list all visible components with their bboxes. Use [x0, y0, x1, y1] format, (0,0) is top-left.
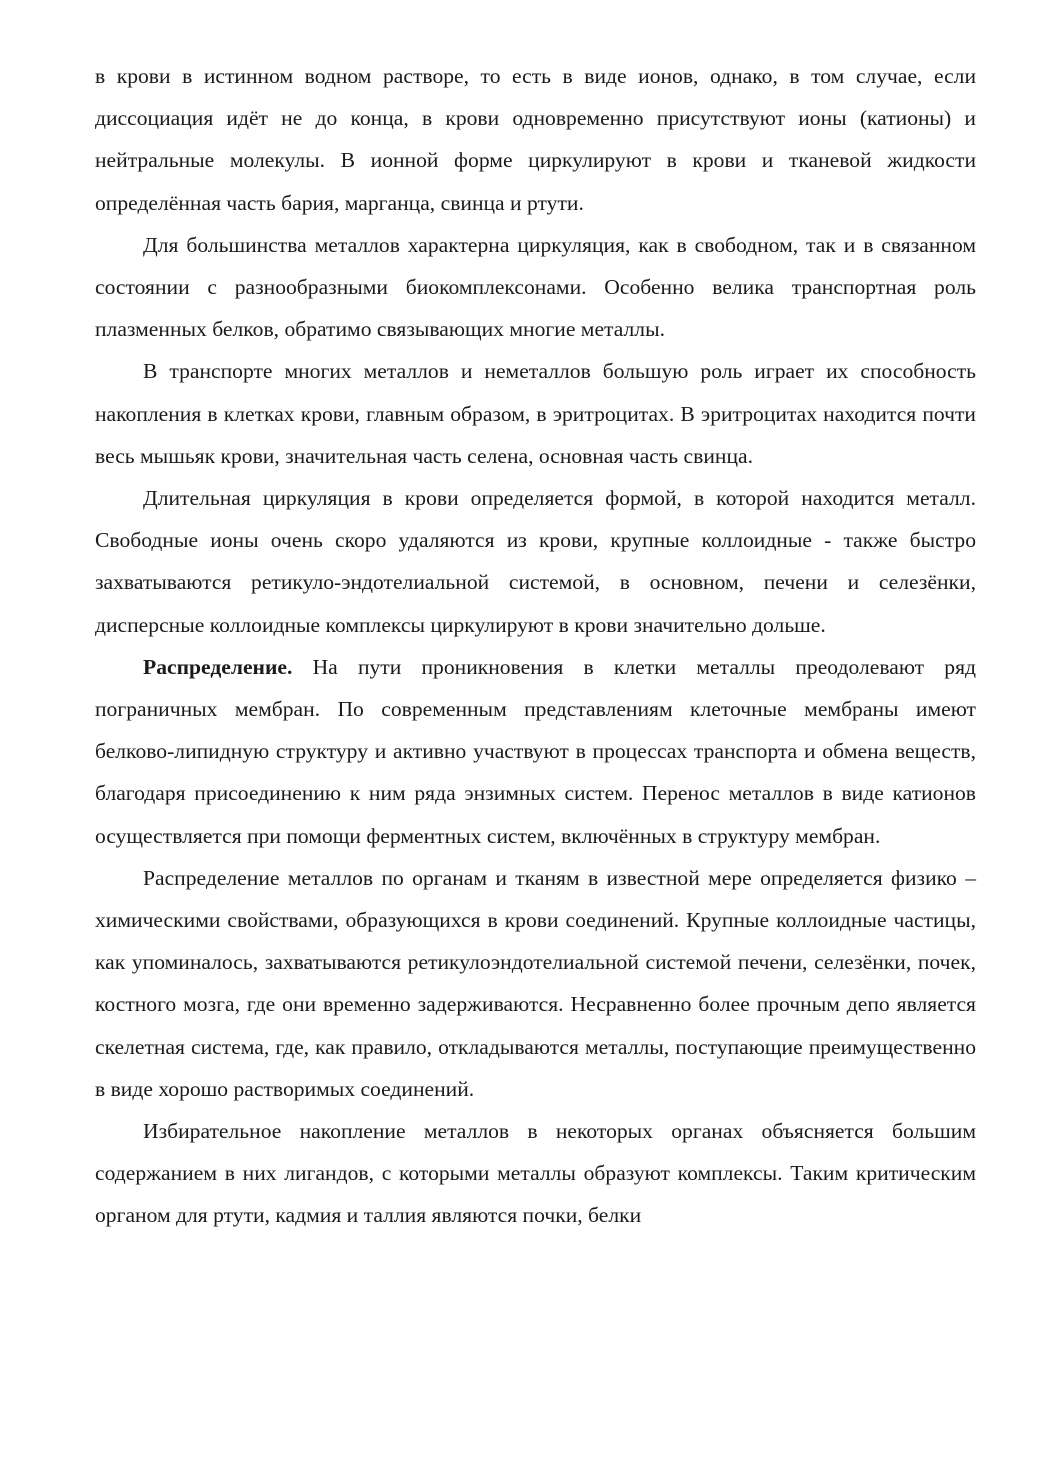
paragraph	[95, 224, 976, 351]
paragraph	[95, 1110, 976, 1237]
section-heading-inline: Распределение.	[143, 654, 293, 679]
paragraph	[95, 350, 976, 477]
paragraph	[95, 857, 976, 1110]
paragraph-distribution	[95, 646, 976, 857]
paragraph	[95, 477, 976, 646]
document-page	[95, 55, 976, 1237]
paragraph-continuation	[95, 55, 976, 224]
paragraph-text: Распределение металлов по органам и тканям в известной мере определяется физико – химическими свойствами, образующихся в крови соединений. Крупные коллоидные частицы, как упоминалось, захватываются ретикулоэндотелиальной системой печени, селезёнки, почек, костного мозга, где они временно задерживаются. Несравненно более прочным депо является скелетная система, где, как правило, откладываются металлы, поступающие преимущественно в виде хорошо растворимых соединений.	[95, 865, 976, 1101]
paragraph-text: в крови в истинном водном растворе, то есть в виде ионов, однако, в том случае, если диссоциация идёт не до конца, в крови одновременно присутствуют ионы (катионы) и нейтральные молекулы. В ионной форме циркулируют в крови и тканевой жидкости определённая часть бария, марганца, свинца и ртути.	[95, 64, 976, 215]
paragraph-text: Избирательное накопление металлов в некоторых органах объясняется большим содержанием в них лигандов, с которыми металлы образуют комплексы. Таким критическим органом для ртути, кадмия и таллия являются почки, белки	[95, 1119, 976, 1228]
paragraph-text: Для большинства металлов характерна циркуляция, как в свободном, так и в связанном состоянии с разнообразными биокомплексонами. Особенно велика транспортная роль плазменных белков, обратимо связывающих многие металлы.	[95, 232, 976, 342]
paragraph-text: В транспорте многих металлов и неметаллов большую роль играет их способность накопления в клетках крови, главным образом, в эритроцитах. В эритроцитах находится почти весь мышьяк крови, значительная часть селена, основная часть свинца.	[95, 359, 976, 468]
paragraph-text: На пути проникновения в клетки металлы преодолевают ряд пограничных мембран. По современным представлениям клеточные мембраны имеют белково-липидную структуру и активно участвуют в процессах транспорта и обмена веществ, благодаря присоединению к ним ряда энзимных систем. Перенос металлов в виде катионов осуществляется при помощи ферментных систем, включённых в структуру мембран.	[95, 654, 976, 848]
paragraph-text: Длительная циркуляция в крови определяется формой, в которой находится металл. Свободные ионы очень скоро удаляются из крови, крупные коллоидные - также быстро захватываются ретикуло-эндотелиальной системой, в основном, печени и селезёнки, дисперсные коллоидные комплексы циркулируют в крови значительно дольше.	[95, 486, 976, 637]
